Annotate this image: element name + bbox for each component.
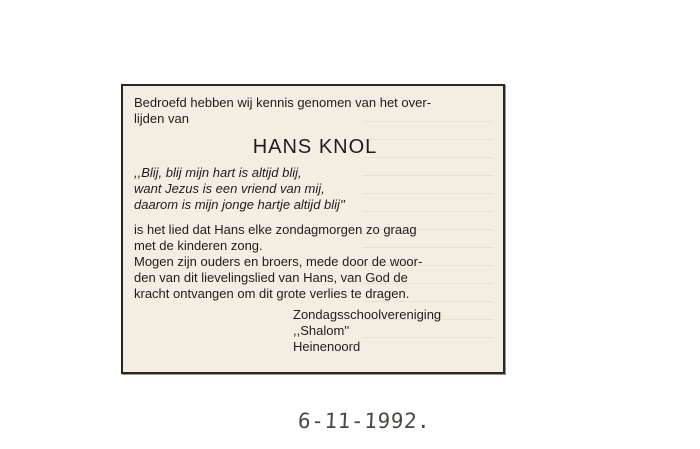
quote-line: want Jezus is een vriend van mij,: [134, 181, 325, 196]
body-line: met de kinderen zong.: [134, 238, 263, 253]
signature-block: [293, 307, 496, 355]
signature-line: Zondagsschoolvereniging: [293, 307, 442, 322]
signature-line: Heinenoord: [293, 339, 361, 354]
deceased-name: HANS KNOL: [252, 136, 378, 158]
body-line: kracht ontvangen om dit grote verlies te dragen.: [134, 286, 410, 301]
body-line: den van dit lievelingslied van Hans, van God de: [134, 270, 408, 285]
quote-line: ,,Blij, blij mijn hart is altijd blij,: [134, 165, 302, 180]
newspaper-clipping: [121, 84, 505, 374]
notice-body: [134, 222, 496, 302]
body-line: Mogen zijn ouders en broers, mede door de woor-: [134, 254, 423, 269]
body-line: is het lied dat Hans elke zondagmorgen zo graag: [134, 222, 417, 237]
intro-line: lijden van: [134, 111, 189, 126]
notice-text: [134, 95, 496, 355]
hymn-quote: [134, 165, 496, 213]
notice-intro: [134, 95, 496, 127]
handwritten-date: 6-11-1992.: [297, 409, 432, 433]
quote-line: daarom is mijn jonge hartje altijd blij'': [134, 197, 345, 212]
intro-line: Bedroefd hebben wij kennis genomen van het over-: [134, 95, 432, 110]
signature-line: ,,Shalom'': [293, 323, 350, 338]
